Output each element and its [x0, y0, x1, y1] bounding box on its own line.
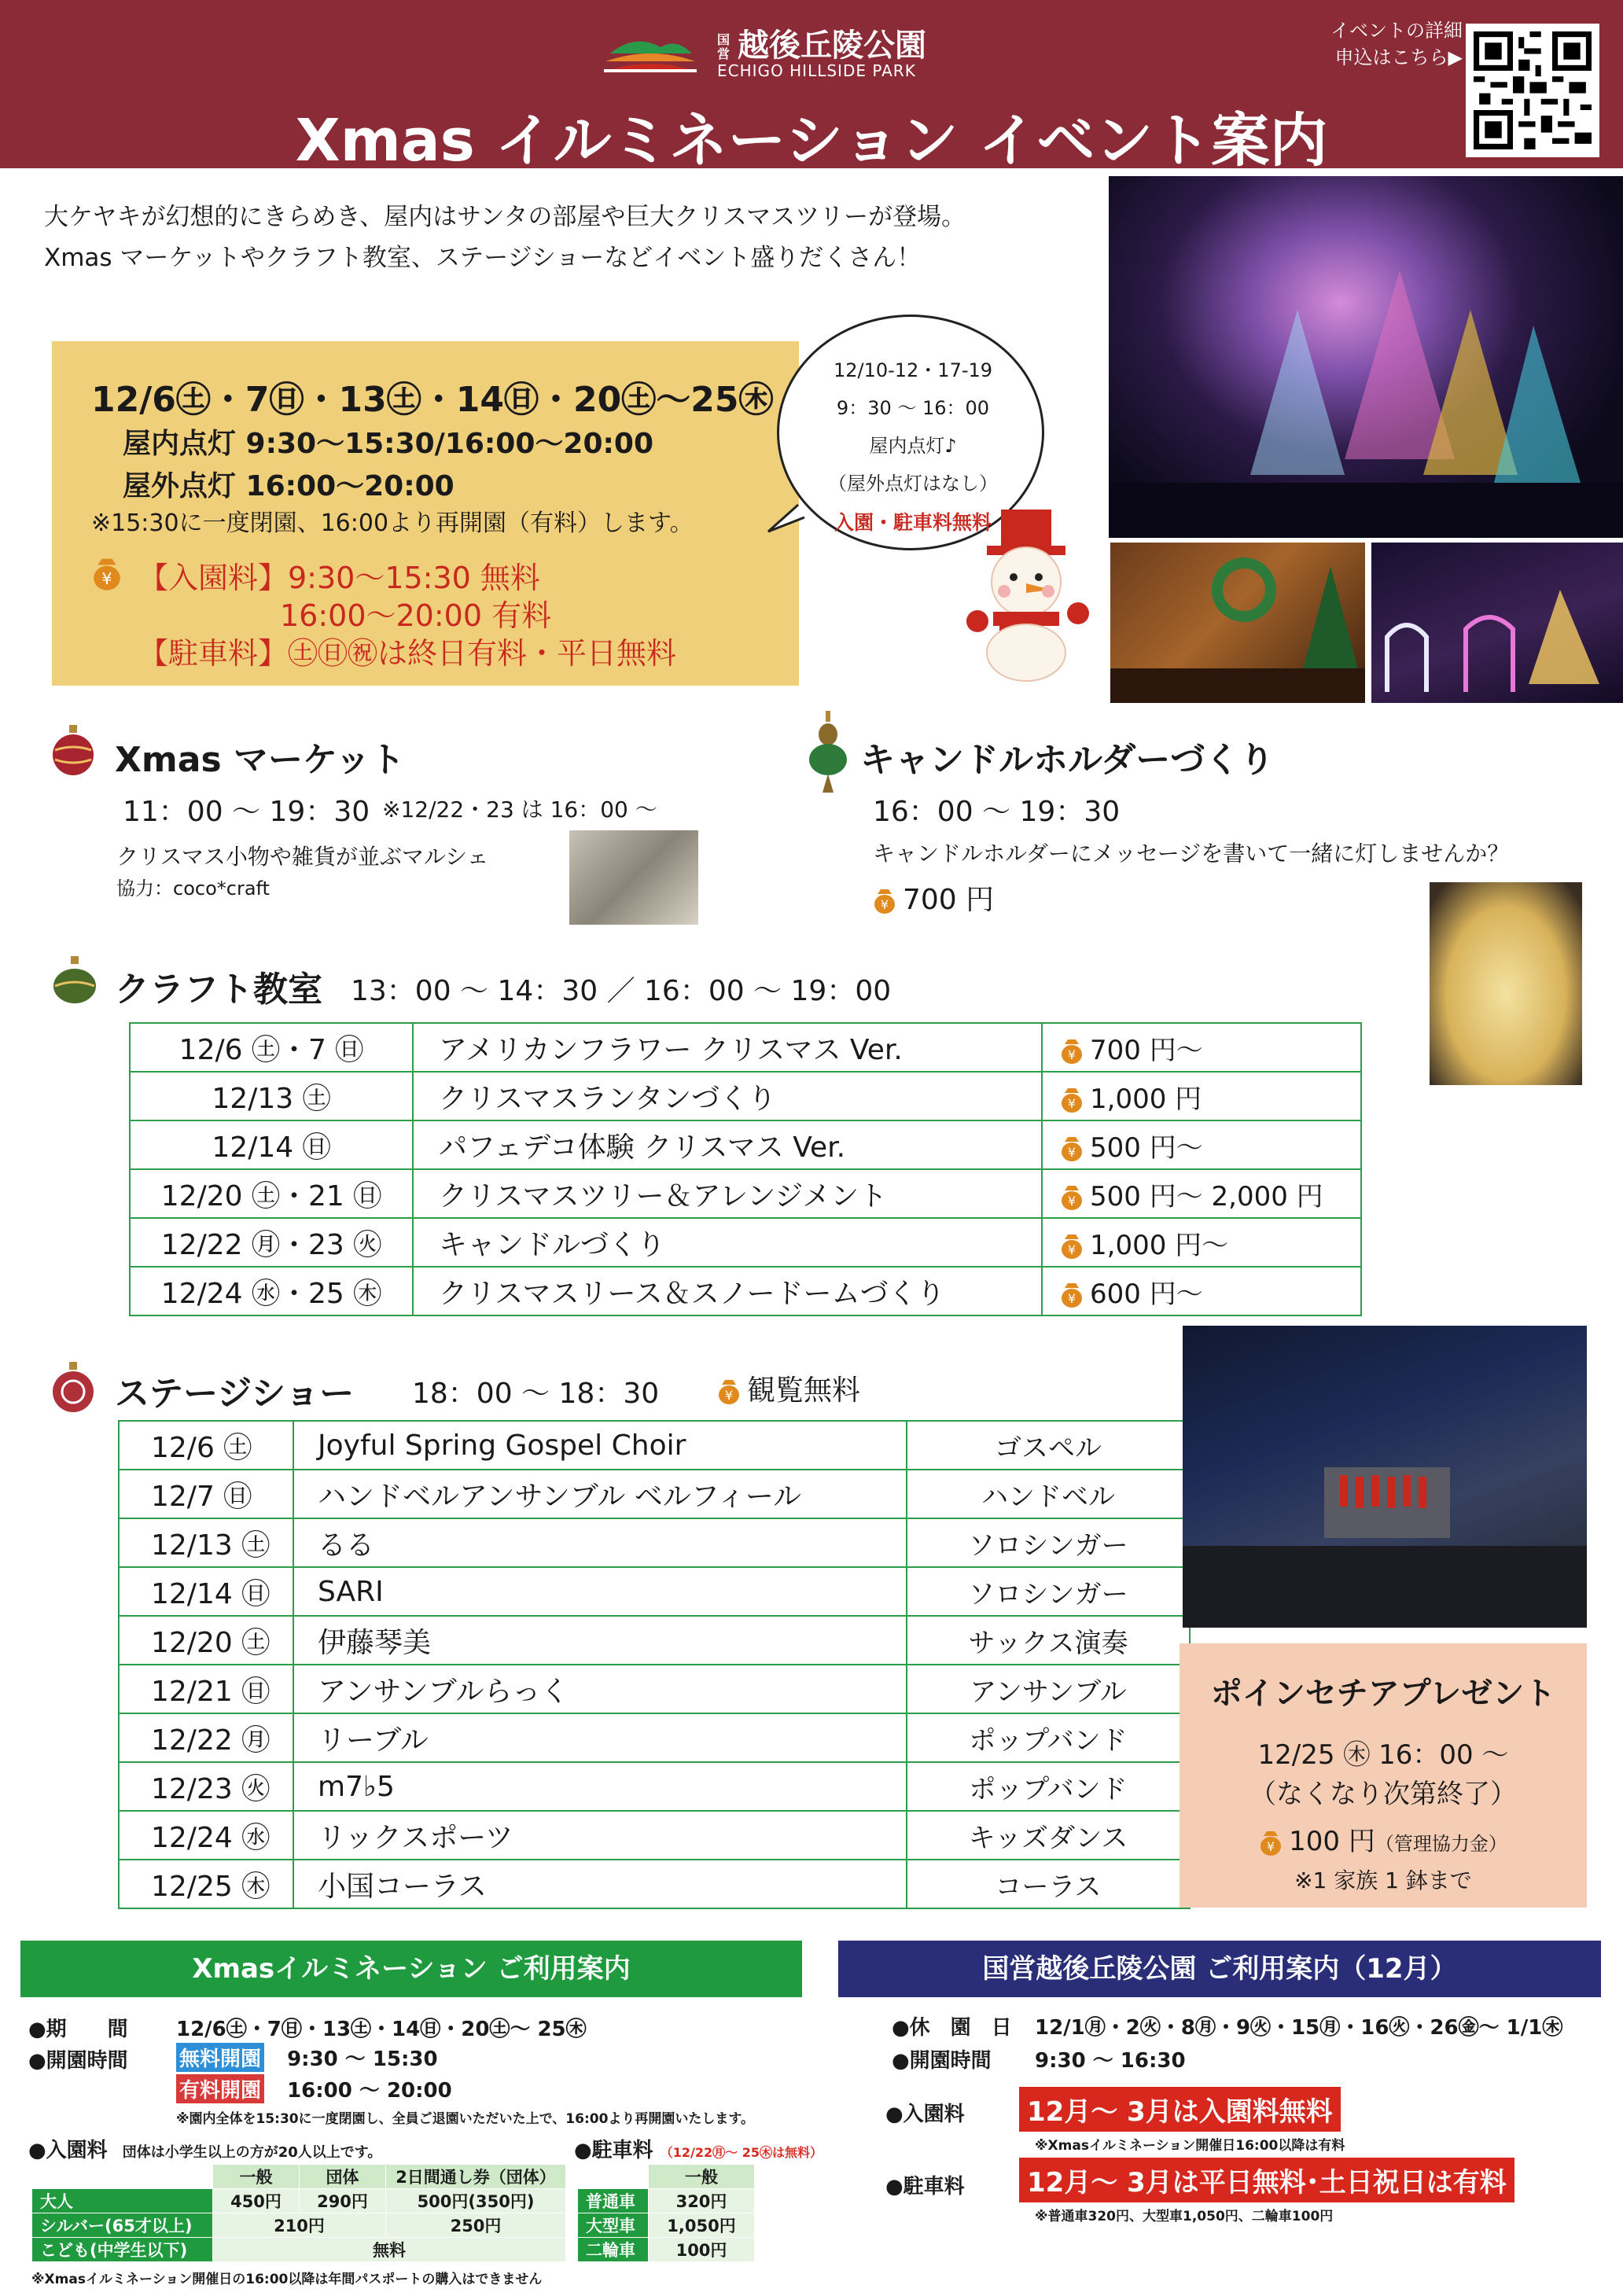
bubble-time: 9：30 〜 16：00 [836, 397, 990, 419]
yen-icon [717, 1378, 741, 1405]
ornament-icon [52, 955, 98, 1010]
park-fee-note: ※Xmasイルミネーション開催日16:00以降は有料 [1035, 2138, 1345, 2154]
candle-price-value: 700 円 [903, 884, 995, 916]
paid-open-tag: 有料開園 [176, 2074, 264, 2103]
table-row [130, 1169, 1361, 1218]
svg-text:¥: ¥ [1067, 1047, 1076, 1062]
table-row [119, 1665, 1190, 1713]
craft-time: 13：00 〜 14：30 ／ 16：00 〜 19：00 [351, 975, 892, 1007]
stage-performer: Joyful Spring Gospel Choir [293, 1421, 907, 1470]
santa-room-photo [1110, 543, 1365, 703]
stage-date: 12/23 ㊋ [119, 1762, 293, 1811]
passport-footnote: ※Xmasイルミネーション開催日の16:00以降は年間パスポートの購入はできません [31, 2272, 543, 2287]
stage-genre: アンサンブル [907, 1665, 1190, 1713]
craft-price-value: 1,000 円 [1090, 1083, 1202, 1115]
table-row [119, 1518, 1190, 1567]
svg-text:¥: ¥ [1067, 1145, 1076, 1160]
free-open-time: 9:30 〜 15:30 [287, 2048, 438, 2071]
free-hours [176, 2043, 438, 2072]
hours-note: ※園内全体を15:30に一度閉園し、全員ご退園いただいた上で、16:00より再開園いたします。 [176, 2111, 755, 2127]
header-banner [0, 0, 1623, 175]
fee-note: 団体は小学生以上の方が20人以上です。 [122, 2144, 382, 2161]
fee-label-text: ●入園料 [28, 2139, 108, 2162]
stage-performer: 伊藤琴美 [293, 1616, 907, 1665]
craft-date: 12/24 ㊌・25 ㊍ [130, 1267, 413, 1315]
fee-label [28, 2134, 381, 2163]
table-row [119, 1713, 1190, 1762]
park-parking-label: ●駐車料 [885, 2175, 965, 2198]
xmas-info-bar: Xmasイルミネーション ご利用案内 [20, 1941, 802, 1997]
poinsettia-date: 12/25 ㊍ 16：00 〜 [1257, 1739, 1509, 1771]
fee-row-label: シルバー(65才以上) [32, 2213, 213, 2238]
park-fee-label: ●入園料 [885, 2103, 965, 2126]
craft-price [1042, 1023, 1361, 1072]
craft-name: クリスマスリース＆スノードームづくり [413, 1267, 1042, 1315]
fee-cell: 250円 [386, 2213, 566, 2238]
craft-price [1042, 1072, 1361, 1120]
bubble-no-outdoor: （屋外点灯はなし） [828, 473, 998, 495]
stage-date: 12/24 ㊌ [119, 1811, 293, 1860]
svg-text:¥: ¥ [101, 568, 112, 588]
intro-line1: 大ケヤキが幻想的にきらめき、屋内はサンタの部屋や巨大クリスマスツリーが登場。 [44, 203, 966, 231]
park-name-en: ECHIGO HILLSIDE PARK [717, 61, 916, 80]
craft-price-value: 500 円〜 [1090, 1131, 1203, 1164]
event-dates: 12/6㊏・7㊐・13㊏・14㊐・20㊏〜25㊍ [91, 380, 774, 420]
table-row [119, 1616, 1190, 1665]
hours-label: ●開園時間 [28, 2049, 128, 2073]
stage-free-label: 観覧無料 [747, 1374, 861, 1407]
qr-label-line1: イベントの詳細 [1330, 20, 1463, 42]
stage-performer: m7♭5 [293, 1762, 907, 1811]
fee-cell: 500円(350円) [386, 2189, 566, 2213]
park-hours: 9:30 〜 16:30 [1035, 2049, 1186, 2073]
page-title: Xmas イルミネーション イベント案内 [295, 107, 1328, 175]
park-parking-box: 12月〜 3月は平日無料･土日祝日は有料 [1019, 2158, 1514, 2202]
fee-cell: 450円 [213, 2189, 300, 2213]
market-desc: クリスマス小物や雑貨が並ぶマルシェ [116, 844, 489, 870]
candle-holder-photo [1430, 882, 1582, 1085]
yen-icon [1259, 1830, 1283, 1856]
craft-name: クリスマスツリー＆アレンジメント [413, 1169, 1042, 1218]
craft-name: パフェデコ体験 クリスマス Ver. [413, 1120, 1042, 1169]
park-hours-label: ●開園時間 [892, 2049, 992, 2073]
ornament-icon [50, 723, 96, 778]
craft-price [1042, 1218, 1361, 1267]
yen-icon [1060, 1184, 1084, 1211]
free-open-tag: 無料開園 [176, 2043, 264, 2072]
ornament-icon [805, 711, 851, 797]
park-logo-icon [604, 30, 697, 74]
stage-genre: キッズダンス [907, 1811, 1190, 1860]
intro-text [44, 197, 966, 278]
svg-text:¥: ¥ [1067, 1194, 1076, 1209]
candle-price [873, 878, 994, 918]
market-time-note: ※12/22・23 は 16：00 〜 [382, 797, 657, 822]
parking-cell: 100円 [649, 2238, 755, 2262]
svg-text:¥: ¥ [1067, 1096, 1076, 1111]
stage-date: 12/22 ㊊ [119, 1713, 293, 1762]
event-date-box [52, 341, 799, 686]
poinsettia-title: ポインセチアプレゼント [1210, 1676, 1556, 1712]
yen-icon [1060, 1135, 1084, 1162]
craft-date: 12/20 ㊏・21 ㊐ [130, 1169, 413, 1218]
craft-price-value: 700 円〜 [1090, 1034, 1203, 1066]
stage-genre: コーラス [907, 1860, 1190, 1908]
craft-name: クリスマスランタンづくり [413, 1072, 1042, 1120]
parking-row-label: 二輪車 [578, 2238, 649, 2262]
table-row [119, 1421, 1190, 1470]
stage-performer: アンサンブルらっく [293, 1665, 907, 1713]
fee-header-general: 一般 [213, 2165, 300, 2189]
paid-hours [176, 2074, 452, 2103]
svg-text:¥: ¥ [880, 897, 889, 912]
table-row [119, 1860, 1190, 1908]
parking-label [574, 2134, 823, 2163]
light-arch-photo [1371, 543, 1623, 703]
craft-name: アメリカンフラワー クリスマス Ver. [413, 1023, 1042, 1072]
stage-date: 12/14 ㊐ [119, 1567, 293, 1616]
craft-date: 12/22 ㊊・23 ㊋ [130, 1218, 413, 1267]
qr-label [1274, 17, 1463, 71]
svg-text:¥: ¥ [724, 1388, 734, 1403]
yen-icon [1060, 1282, 1084, 1308]
stage-performer: SARI [293, 1567, 907, 1616]
fee-header-2day: 2日間通し券（団体） [386, 2165, 566, 2189]
craft-date: 12/6 ㊏・7 ㊐ [130, 1023, 413, 1072]
table-row [130, 1120, 1361, 1169]
admission-fee-day: 【入園料】9:30〜15:30 無料 [138, 561, 540, 595]
stage-performer: ハンドベルアンサンブル ベルフィール [293, 1470, 907, 1518]
table-row [119, 1762, 1190, 1811]
svg-text:¥: ¥ [1067, 1242, 1076, 1257]
craft-date: 12/14 ㊐ [130, 1120, 413, 1169]
svg-text:¥: ¥ [1267, 1838, 1275, 1854]
yen-icon [873, 888, 896, 914]
craft-price [1042, 1169, 1361, 1218]
admission-fee-table [31, 2164, 566, 2262]
craft-price [1042, 1267, 1361, 1315]
yen-icon [1060, 1038, 1084, 1065]
craft-title: クラフト教室 [115, 970, 322, 1010]
park-info-bar: 国営越後丘陵公園 ご利用案内（12月） [838, 1941, 1601, 1997]
qr-label-line2: 申込はこちら▶ [1334, 46, 1463, 68]
craft-price-value: 500 円〜 2,000 円 [1090, 1180, 1323, 1212]
parking-cell: 1,050円 [649, 2213, 755, 2238]
ornament-icon [50, 1360, 96, 1415]
stage-free [717, 1368, 860, 1408]
stage-genre: ゴスペル [907, 1421, 1190, 1470]
market-title: Xmas マーケット [115, 740, 405, 780]
stage-title: ステージショー [115, 1374, 355, 1414]
stage-date: 12/6 ㊏ [119, 1421, 293, 1470]
parking-row-label: 普通車 [578, 2189, 649, 2213]
craft-table [129, 1022, 1362, 1316]
fee-row-label: 大人 [32, 2189, 213, 2213]
stage-genre: ハンドベル [907, 1470, 1190, 1518]
reopen-note: ※15:30に一度閉園、16:00より再開園（有料）します。 [91, 510, 694, 537]
poinsettia-limit: ※1 家族 1 鉢まで [1294, 1867, 1472, 1893]
stage-table [118, 1420, 1191, 1909]
market-time: 11：00 〜 19：30 [123, 796, 370, 828]
bubble-dates: 12/10-12・17-19 [833, 359, 993, 381]
table-row [130, 1023, 1361, 1072]
paid-open-time: 16:00 〜 20:00 [287, 2079, 452, 2103]
outdoor-hours: 屋外点灯 16:00〜20:00 [123, 470, 455, 502]
poinsettia-price-note: （管理協力金） [1375, 1833, 1507, 1855]
fee-header-group: 団体 [300, 2165, 386, 2189]
bubble-free: 入園・駐車料無料 [834, 511, 992, 534]
closed-label: ●休 園 日 [892, 2016, 1012, 2040]
fee-cell: 無料 [213, 2238, 566, 2262]
park-name-prefix: 国営 [717, 32, 731, 61]
indoor-hours: 屋内点灯 9:30〜15:30/16:00〜20:00 [123, 428, 654, 460]
stage-date: 12/20 ㊏ [119, 1616, 293, 1665]
period-label: ●期 間 [28, 2018, 128, 2041]
craft-name: キャンドルづくり [413, 1218, 1042, 1267]
stage-genre: ポップバンド [907, 1713, 1190, 1762]
poinsettia-box [1180, 1643, 1587, 1908]
market-coop: 協力：coco*craft [116, 878, 270, 900]
poinsettia-price-value: 100 円 [1289, 1826, 1375, 1857]
stage-genre: ポップバンド [907, 1762, 1190, 1811]
park-name-jp: 越後丘陵公園 [738, 28, 926, 64]
parking-cell: 320円 [649, 2189, 755, 2213]
parking-row-label: 大型車 [578, 2213, 649, 2238]
period-value: 12/6㊏・7㊐・13㊏・14㊐・20㊏〜 25㊍ [176, 2018, 587, 2041]
stage-performer: るる [293, 1518, 907, 1567]
bubble-indoor: 屋内点灯♪ [869, 435, 957, 457]
qr-code-icon [1474, 31, 1592, 149]
stage-time: 18：00 〜 18：30 [412, 1378, 660, 1410]
stage-date: 12/13 ㊏ [119, 1518, 293, 1567]
parking-label-text: ●駐車料 [574, 2139, 653, 2162]
yen-icon [1060, 1087, 1084, 1113]
parking-note: （12/22㊊〜 25㊍は無料） [660, 2145, 823, 2160]
yen-icon [91, 557, 123, 591]
fee-row-label: こども(中学生以下) [32, 2238, 213, 2262]
snowman-icon [955, 503, 1097, 684]
stage-performer: 小国コーラス [293, 1860, 907, 1908]
park-parking-note: ※普通車320円、大型車1,050円、二輪車100円 [1035, 2209, 1334, 2224]
parking-header: 一般 [649, 2165, 755, 2189]
illumination-tree-photo [1109, 176, 1623, 538]
fee-cell: 290円 [300, 2189, 386, 2213]
poinsettia-until: （なくなり次第終了） [1249, 1779, 1517, 1810]
stage-performer: リックスポーツ [293, 1811, 907, 1860]
stage-show-photo [1183, 1326, 1587, 1628]
admission-fee-night: 16:00〜20:00 有料 [280, 598, 552, 633]
intro-line2: Xmas マーケットやクラフト教室、ステージショーなどイベント盛りだくさん！ [44, 244, 922, 272]
svg-text:¥: ¥ [1067, 1291, 1076, 1306]
park-fee-box: 12月〜 3月は入園料無料 [1019, 2087, 1341, 2132]
candle-title: キャンドルホルダーづくり [860, 740, 1275, 780]
table-row [119, 1567, 1190, 1616]
stage-date: 12/7 ㊐ [119, 1470, 293, 1518]
fee-cell: 210円 [213, 2213, 386, 2238]
stage-performer: リーブル [293, 1713, 907, 1762]
qr-code[interactable] [1466, 24, 1599, 157]
parking-fee: 【駐車料】㊏㊐㊗は終日有料・平日無料 [138, 636, 677, 671]
candle-time: 16：00 〜 19：30 [873, 796, 1121, 828]
craft-price-value: 600 円〜 [1090, 1278, 1203, 1310]
stage-genre: ソロシンガー [907, 1518, 1190, 1567]
closed-days: 12/1㊊・2㊋・8㊊・9㊋・15㊊・16㊋・26㊎〜 1/1㊍ [1035, 2016, 1563, 2040]
market-photo [569, 830, 698, 925]
stage-genre: サックス演奏 [907, 1616, 1190, 1665]
table-row [119, 1811, 1190, 1860]
craft-price [1042, 1120, 1361, 1169]
table-row [130, 1218, 1361, 1267]
candle-desc: キャンドルホルダーにメッセージを書いて一緒に灯しませんか？ [873, 841, 1510, 867]
stage-date: 12/25 ㊍ [119, 1860, 293, 1908]
table-row [130, 1072, 1361, 1120]
table-row [130, 1267, 1361, 1315]
yen-icon [1060, 1233, 1084, 1260]
poinsettia-price [1180, 1820, 1587, 1858]
table-row [119, 1470, 1190, 1518]
stage-date: 12/21 ㊐ [119, 1665, 293, 1713]
stage-genre: ソロシンガー [907, 1567, 1190, 1616]
craft-date: 12/13 ㊏ [130, 1072, 413, 1120]
craft-price-value: 1,000 円〜 [1090, 1229, 1229, 1261]
park-name [717, 20, 926, 65]
parking-fee-table [577, 2164, 755, 2262]
